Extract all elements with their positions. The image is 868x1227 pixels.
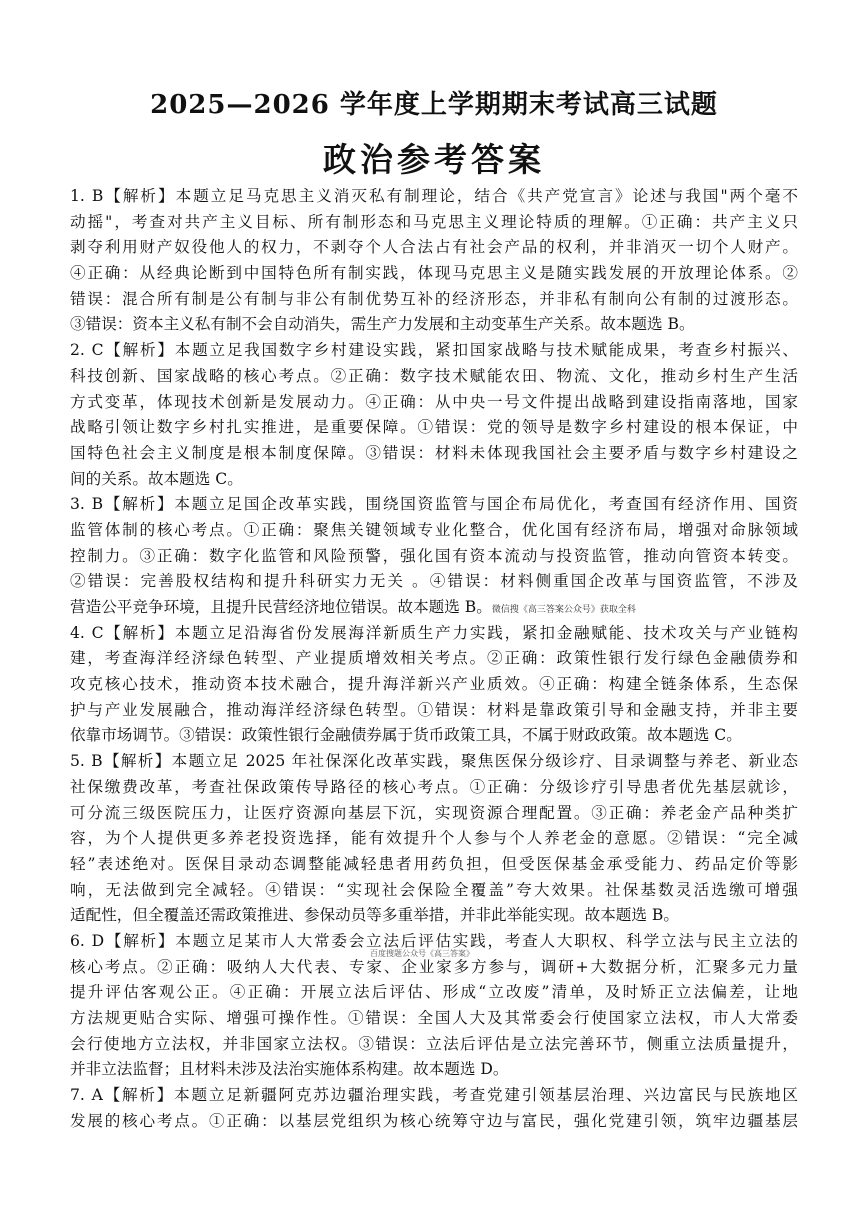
answer-text-line: 方法规更贴合实际、增强可操作性。①错误：全国人大及其常委会行使国家立法权，市人大常委 bbox=[70, 1009, 798, 1027]
answer-text-line: ②错误：完善股权结构和提升科研实力无关 。④错误：材料侧重国企改革与国资监管，不涉及 bbox=[70, 572, 798, 591]
answer-body bbox=[70, 184, 798, 1134]
answer-text-line: 动摇"，考查对共产主义目标、所有制形态和马克思主义理论特质的理解。①正确：共产主义只 bbox=[70, 212, 798, 231]
answer-text-line: 可分流三级医院压力，让医疗资源向基层下沉，实现资源合理配置。③正确：养老金产品种类扩 bbox=[70, 803, 798, 822]
answer-text-line: 轻”表述绝对。医保目录动态调整能减轻患者用药负担，但受医保基金承受能力、药品定价等影 bbox=[70, 854, 798, 873]
answer-text-line: 间的关系。故本题选 C。 bbox=[70, 469, 243, 488]
answer-text-line: 依靠市场调节。③错误：政策性银行金融债券属于货币政策工具，不属于财政政策。故本题选 C。 bbox=[70, 726, 742, 745]
answer-text-line: 战略引领让数字乡村扎实推进，是重要保障。①错误：党的领导是数字乡村建设的根本保证，中 bbox=[70, 418, 798, 437]
answer-text-line: 发展的核心考点。①正确：以基层党组织为核心统筹守边与富民，强化党建引领，筑牢边疆基层 bbox=[70, 1111, 798, 1130]
answer-text-line: ③错误：资本主义私有制不会自动消失，需生产力发展和主动变革生产关系。故本题选 B。 bbox=[70, 315, 695, 334]
answer-text-line: 1. B【解析】本题立足马克思主义消灭私有制理论，结合《共产党宣言》论述与我国"两个毫不 bbox=[70, 187, 798, 205]
watermark-inline: 微信搜《高三答案公众号》获取全科 bbox=[491, 605, 636, 615]
answer-text-line: 容，为个人提供更多养老投资选择，能有效提升个人参与个人养老金的意愿。②错误：“完全减 bbox=[70, 829, 798, 848]
answer-text-line: 核心考点。②正确：吸纳人大代表、专家、企业家多方参与，调研+大数据分析，汇聚多元力量 bbox=[70, 957, 798, 976]
answer-text-line: 剥夺利用财产奴役他人的权力，不剥夺个人合法占有社会产品的权利，并非消灭一切个人财产。 bbox=[70, 238, 798, 257]
answer-text-line: 适配性，但全覆盖还需政策推进、参保动员等多重举措，并非此举能实现。故本题选 B。 bbox=[70, 906, 679, 925]
answer-text-line: 提升评估客观公正。④正确：开展立法后评估、形成“立改废”清单，及时矫正立法偏差，让地 bbox=[70, 983, 798, 1002]
answer-text-line: 4. C【解析】本题立足沿海省份发展海洋新质生产力实践，紧扣金融赋能、技术攻关与产业链构 bbox=[70, 623, 798, 642]
answer-text-line: 营造公平竞争环境，且提升民营经济地位错误。故本题选 B。微信搜《高三答案公众号》获取全科 bbox=[70, 598, 636, 616]
document-title: 2025—2026 学年度上学期期末考试高三试题 bbox=[150, 90, 718, 120]
answer-text-line: 错误：混合所有制是公有制与非公有制优势互补的经济形态，并非私有制向公有制的过渡形态。 bbox=[70, 289, 798, 308]
answer-text-line: 建，考查海洋经济绿色转型、产业提质增效相关考点。②正确：政策性银行发行绿色金融债券和 bbox=[70, 649, 798, 668]
answer-text-line: 会行使地方立法权，并非国家立法权。③错误：立法后评估是立法完善环节，侧重立法质量提升， bbox=[70, 1034, 798, 1053]
answer-text-line: 6. D【解析】本题立足某市人大常委会立法后评估实践，考查人大职权、科学立法与民主立法的 bbox=[70, 931, 798, 950]
answer-text-line: 方式变革，体现技术创新是发展动力。④正确：从中央一号文件提出战略到建设指南落地，国家 bbox=[70, 392, 798, 411]
watermark-center: 百度搜题公众号《高三答案》 bbox=[370, 949, 474, 958]
answer-text-line: 3. B【解析】本题立足国企改革实践，围绕国资监管与国企布局优化，考查国有经济作用、国资 bbox=[70, 495, 798, 514]
answer-text-line: 响，无法做到完全减轻。④错误：“实现社会保险全覆盖”夸大效果。社保基数灵活选缴可增强 bbox=[70, 880, 798, 899]
answer-text-line: 攻克核心技术，推动资本技术融合，提升海洋新兴产业质效。④正确：构建全链条体系，生态保 bbox=[70, 675, 798, 694]
answer-text-line: 护与产业发展融合，推动海洋经济绿色转型。①错误：材料是靠政策引导和金融支持，并非主要 bbox=[70, 700, 798, 719]
answer-text-line: 科技创新、国家战略的核心考点。②正确：数字技术赋能农田、物流、文化，推动乡村生产生活 bbox=[70, 366, 798, 385]
answer-text-line: 5. B【解析】本题立足 2025 年社保深化改革实践，聚焦医保分级诊疗、目录调整与养老、新业态 bbox=[70, 752, 798, 771]
answer-text-line: ④正确：从经典论断到中国特色所有制实践，体现马克思主义是随实践发展的开放理论体系。② bbox=[70, 264, 798, 283]
answer-text-line: 7. A【解析】本题立足新疆阿克苏边疆治理实践，考查党建引领基层治理、兴边富民与民族地区 bbox=[70, 1086, 798, 1105]
answer-text-line: 并非立法监督；且材料未涉及法治实施体系构建。故本题选 D。 bbox=[70, 1060, 509, 1079]
answer-text-line: 控制力。③正确：数字化监管和风险预警，强化国有资本流动与投资监管，推动向管资本转变。 bbox=[70, 546, 798, 565]
answer-text-line: 社保缴费改革，考查社保政策传导路径的核心考点。①正确：分级诊疗引导患者优先基层就诊， bbox=[70, 777, 798, 796]
answer-text-line: 2. C【解析】本题立足我国数字乡村建设实践，紧扣国家战略与技术赋能成果，考查乡村振兴、 bbox=[70, 341, 798, 360]
answer-text-line: 监管体制的核心考点。①正确：聚焦关键领域专业化整合，优化国有经济布局，增强对命脉领域 bbox=[70, 520, 798, 539]
answer-text-line: 国特色社会主义制度是根本制度保障。③错误：材料未体现我国社会主要矛盾与数字乡村建设之 bbox=[70, 443, 798, 462]
document-subtitle: 政治参考答案 bbox=[323, 140, 545, 179]
